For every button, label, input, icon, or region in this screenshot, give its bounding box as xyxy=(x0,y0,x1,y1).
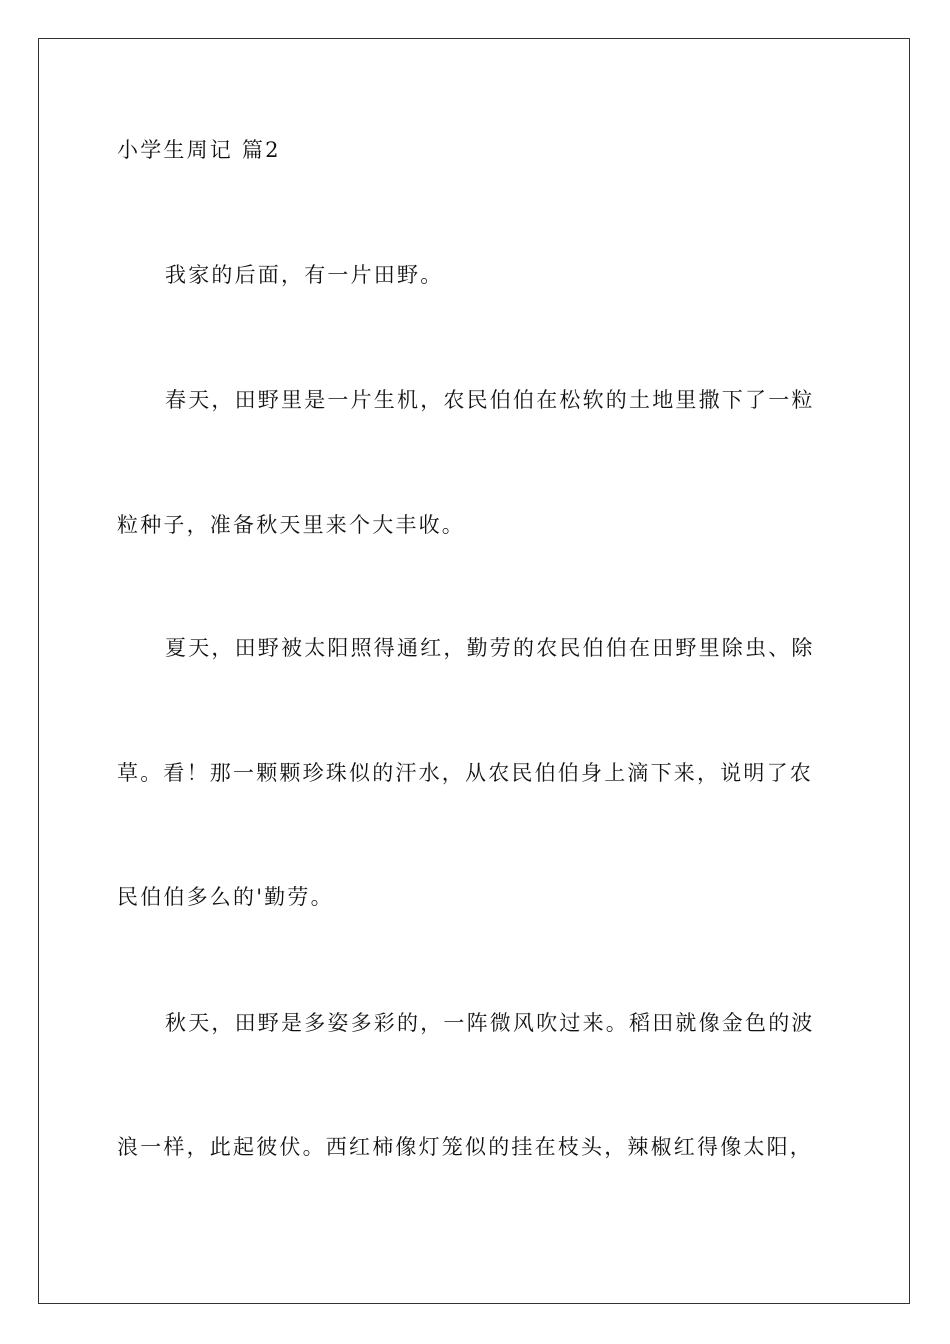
paragraph-line: 粒种子，准备秋天里来个大丰收。 xyxy=(117,513,465,537)
page-border xyxy=(38,38,910,1304)
paragraph-line: 春天，田野里是一片生机，农民伯伯在松软的土地里撒下了一粒 xyxy=(165,388,815,412)
paragraph-line: 浪一样，此起彼伏。西红柿像灯笼似的挂在枝头，辣椒红得像太阳， xyxy=(117,1135,813,1159)
paragraph-line: 秋天，田野是多姿多彩的，一阵微风吹过来。稻田就像金色的波 xyxy=(165,1011,815,1035)
paragraph-line: 草。看！那一颗颗珍珠似的汗水，从农民伯伯身上滴下来，说明了农 xyxy=(117,761,813,785)
paragraph-line: 我家的后面，有一片田野。 xyxy=(165,263,444,287)
page-title: 小学生周记 篇2 xyxy=(117,138,281,162)
paragraph-line: 民伯伯多么的'勤劳。 xyxy=(117,885,334,909)
paragraph-line: 夏天，田野被太阳照得通红，勤劳的农民伯伯在田野里除虫、除 xyxy=(165,636,815,660)
